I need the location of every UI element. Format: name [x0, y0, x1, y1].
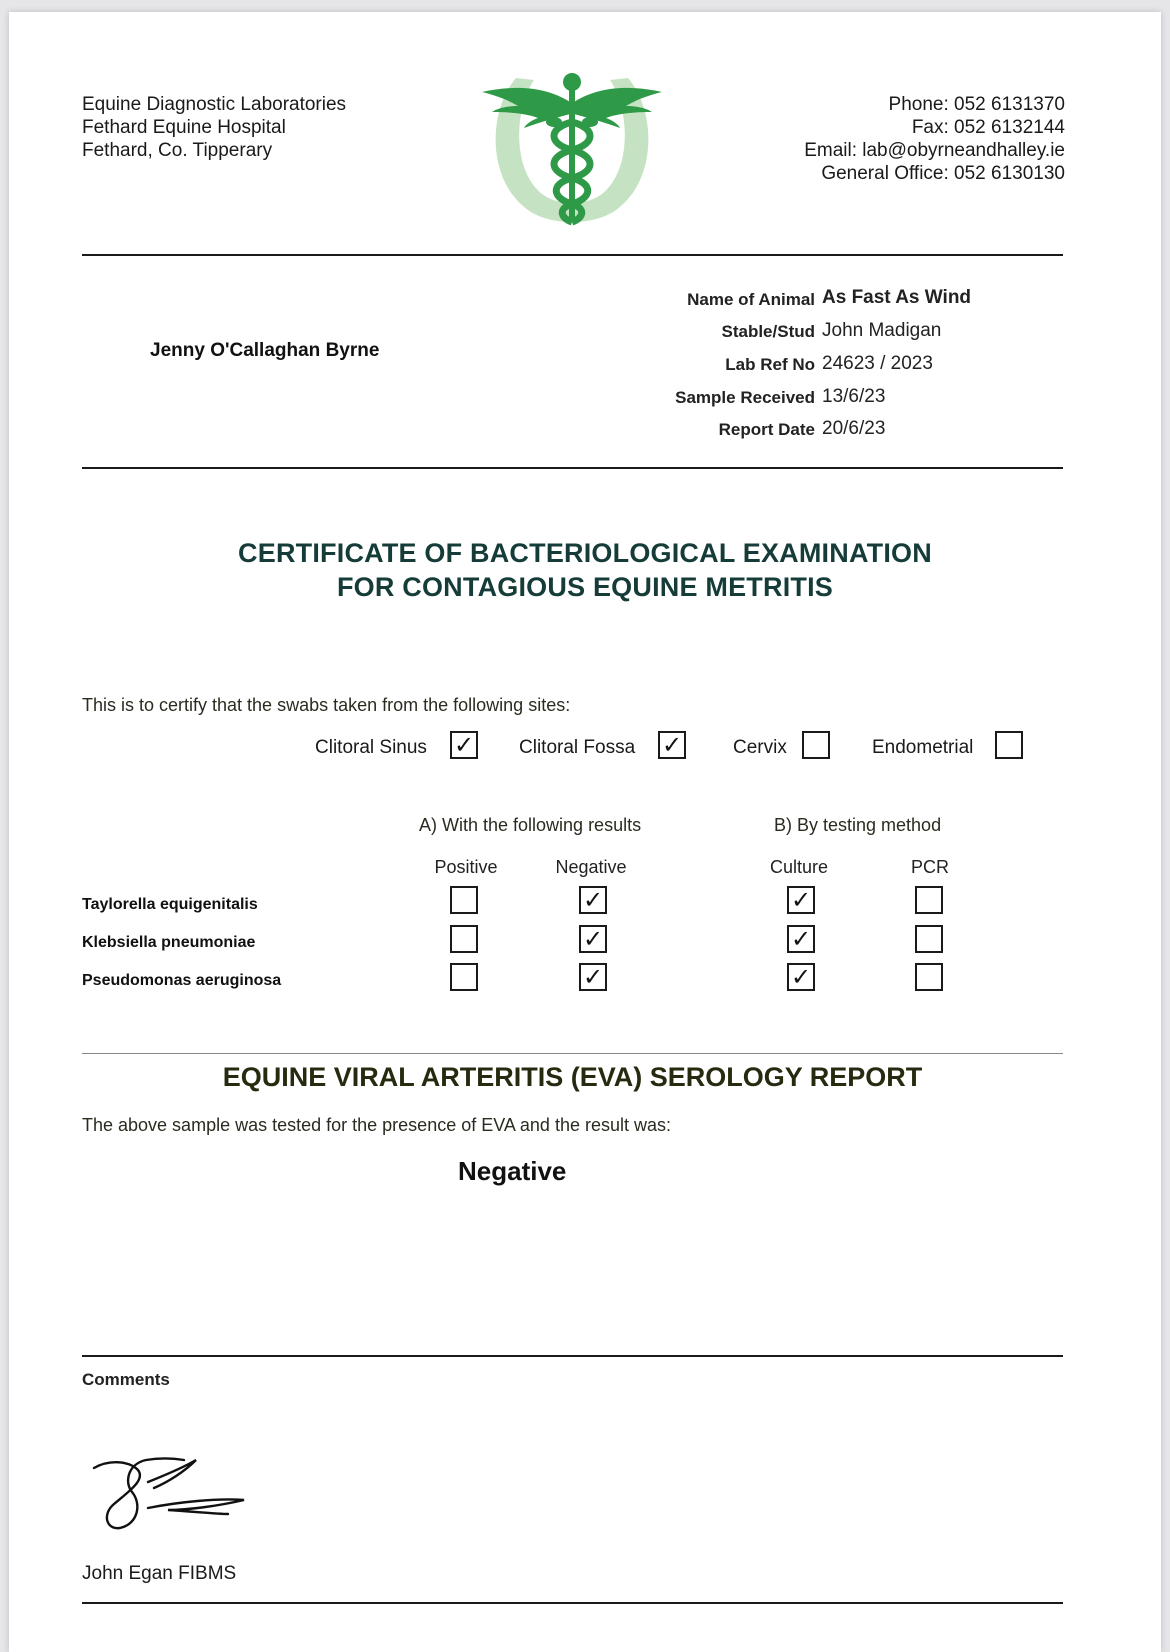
culture-checkbox[interactable]: ✓	[787, 963, 815, 991]
detail-label: Report Date	[718, 420, 815, 439]
negative-checkbox[interactable]: ✓	[579, 963, 607, 991]
divider	[82, 1355, 1063, 1357]
site-checkbox[interactable]	[802, 731, 830, 759]
email: Email: lab@obyrneandhalley.ie	[804, 140, 1065, 161]
col-pcr: PCR	[910, 857, 949, 877]
site-checkbox[interactable]: ✓	[658, 731, 686, 759]
fax: Fax: 052 6132144	[911, 117, 1065, 138]
staff-knob	[563, 73, 581, 91]
site-label: Clitoral Sinus	[315, 737, 427, 758]
positive-checkbox[interactable]	[450, 886, 478, 914]
animal-name: As Fast As Wind	[822, 287, 972, 308]
eva-statement: The above sample was tested for the presence of EVA and the result was:	[82, 1115, 671, 1135]
certify-intro: This is to certify that the swabs taken from the following sites:	[82, 695, 571, 715]
snake-head-left	[546, 117, 562, 127]
signer-name: John Egan FIBMS	[82, 1563, 237, 1584]
title-line: CERTIFICATE OF BACTERIOLOGICAL EXAMINATION	[238, 538, 932, 568]
site-checkbox[interactable]	[995, 731, 1023, 759]
general-office: General Office: 052 6130130	[821, 163, 1065, 184]
organism-name: Klebsiella pneumoniae	[82, 934, 256, 951]
stable-value: John Madigan	[822, 320, 942, 341]
sample-received-value: 13/6/23	[822, 386, 886, 407]
organism-name: Pseudomonas aeruginosa	[82, 972, 282, 989]
comments-label: Comments	[82, 1370, 170, 1389]
pcr-checkbox[interactable]	[915, 963, 943, 991]
col-positive: Positive	[434, 857, 498, 877]
address-line: Fethard Equine Hospital	[82, 117, 286, 138]
col-culture: Culture	[769, 857, 829, 877]
recipient-name: Jenny O'Callaghan Byrne	[150, 340, 380, 361]
title-line: FOR CONTAGIOUS EQUINE METRITIS	[336, 572, 833, 602]
lab-contact	[804, 93, 1065, 185]
divider	[82, 1053, 1063, 1054]
signature	[88, 1452, 248, 1542]
phone: Phone: 052 6131370	[888, 94, 1065, 115]
lab-ref-value: 24623 / 2023	[822, 353, 933, 374]
negative-checkbox[interactable]: ✓	[579, 925, 607, 953]
detail-label: Name of Animal	[687, 290, 815, 309]
site-label: Clitoral Fossa	[519, 737, 636, 758]
organism-name: Taylorella equigenitalis	[82, 896, 258, 913]
culture-checkbox[interactable]: ✓	[787, 886, 815, 914]
culture-checkbox[interactable]: ✓	[787, 925, 815, 953]
certificate-title	[0, 536, 1170, 604]
eva-title: EQUINE VIRAL ARTERITIS (EVA) SEROLOGY REPORT	[222, 1062, 923, 1092]
eva-result: Negative	[458, 1156, 567, 1186]
site-label: Cervix	[733, 737, 787, 758]
lab-address	[82, 93, 346, 162]
positive-checkbox[interactable]	[450, 925, 478, 953]
divider	[82, 467, 1063, 469]
snake-head-right	[582, 117, 598, 127]
section-a-heading: A) With the following results	[419, 815, 642, 835]
site-label: Endometrial	[872, 737, 974, 758]
address-line: Equine Diagnostic Laboratories	[82, 94, 347, 115]
caduceus-logo	[478, 70, 666, 232]
negative-checkbox[interactable]: ✓	[579, 886, 607, 914]
divider	[82, 1602, 1063, 1604]
report-date-value: 20/6/23	[822, 418, 886, 439]
pcr-checkbox[interactable]	[915, 886, 943, 914]
detail-label: Lab Ref No	[725, 355, 815, 374]
positive-checkbox[interactable]	[450, 963, 478, 991]
divider	[82, 254, 1063, 256]
address-line: Fethard, Co. Tipperary	[82, 140, 273, 161]
detail-label: Stable/Stud	[721, 322, 815, 341]
detail-label: Sample Received	[675, 388, 815, 407]
section-b-heading: B) By testing method	[774, 815, 942, 835]
site-checkbox[interactable]: ✓	[450, 731, 478, 759]
pcr-checkbox[interactable]	[915, 925, 943, 953]
col-negative: Negative	[555, 857, 627, 877]
